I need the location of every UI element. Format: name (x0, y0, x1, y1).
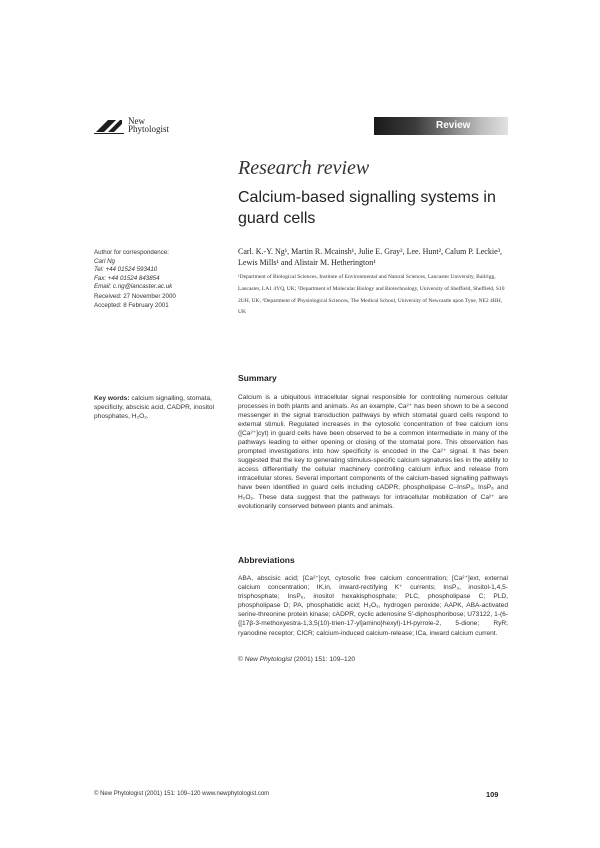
page-number: 109 (486, 790, 499, 799)
correspondence-tel: Tel: +44 01524 593410 (94, 266, 158, 274)
authors: Carl. K.-Y. Ng¹, Martin R. Mcainsh¹, Julie E. Gray², Lee. Hunt², Calum P. Leckie³, Lewis Mills¹ and Alistair M. Hetherington¹ (238, 247, 503, 268)
citation: © New Phytologist (2001) 151: 109–120 (238, 656, 356, 663)
keywords-block (94, 394, 228, 421)
correspondence-block (94, 249, 234, 292)
summary-text: Calcium is a ubiquitous intracellular signal responsible for controlling numerous cellular processes in both plants and animals. As an example, Ca²⁺ has been shown to be a second messenger in the signal transduction pathways by which stomatal guard cells respond to external stimuli. Regulated increases in the cytosolic concentration of free calcium ions ([Ca²⁺]cyt) in guard cells have been observed to be a common intermediate in many of the pathways leading to either opening or closing of the stomatal pore. This observation has prompted investigations into how specificity is encoded in the Ca²⁺ signal. It has been suggested that the key to generating stimulus-specific calcium signatures lies in the ability to access differentially the cellular machinery controlling calcium influx and release from intracellular stores. Several important components of the calcium-based signalling pathways have been identified in guard cells including cADPR, phospholipase C–InsP₃, InsP₆ and H₂O₂. These data suggest that the pathways for intracellular mobilization of Ca²⁺ are evolutionarily conserved between plants and animals. (238, 394, 508, 510)
correspondence-fax: Fax: +44 01524 843854 (94, 274, 160, 282)
keywords-text: calcium signalling, stomata, specificity, abscisic acid, CADPR, inositol phosphates, H₂O₂. (94, 395, 215, 420)
abbreviations-text: ABA, abscisic acid; [Ca²⁺]cyt, cytosolic free calcium concentration; [Ca²⁺]ext, external calcium concentration; IK,in, inward-rectifying K⁺ currents; InsP₃, inositol-1,4,5-trisphosphate; InsP₆, inositol hexakisphosphate; PLC, phospholipase C; PLD, phospholipase D; PA, phosphatidic acid; H₂O₂, hydrogen peroxide; AAPK, ABA-activated serine-threonine protein kinase; cADPR, cyclic adenosine 5′-diphosphoribose; U73122, 1-(6-{[17β-3-methoxyestra-1,3,5(10)-trien-17-yl]amino}hexyl)-1H-pyrrole-2, 5-dione; RyR; ryanodine receptor; CICR; calcium-induced calcium-release; ICa, inward calcium current. (238, 575, 508, 637)
section-title: Research review (238, 157, 370, 179)
correspondence-name: Carl Ng (94, 257, 115, 265)
summary-heading: Summary (238, 373, 277, 383)
received-date: Received: 27 November 2000 (94, 293, 176, 300)
page-footer: © New Phytologist (2001) 151: 109–120 www.newphytologist.com (94, 791, 270, 797)
affiliations: ¹Department of Biological Sciences, Institute of Environmental and Natural Sciences, Lancaster University, Bailrigg, Lancaster, LA1 4YQ, UK; ²Department of Molecular Biology and Biotechnology, University of Sheffield, Sheffield, S10 2UH, UK; ³Department of Physiological Sciences, The Medical School, University of Newcastle upon Tyne, NE2 4HH, UK (238, 274, 505, 316)
correspondence-heading: Author for correspondence: (94, 249, 169, 256)
keywords-label: Key words: (94, 395, 130, 402)
accepted-date: Accepted: 8 February 2001 (94, 301, 169, 309)
journal-logo-icon (94, 117, 124, 134)
citation-volume: (2001) 151: 109–120 (291, 656, 356, 663)
dates-block (94, 293, 176, 310)
article-title: Calcium-based signalling systems in guard cells (238, 189, 496, 227)
correspondence-email[interactable]: Email: c.ng@lancaster.ac.uk (94, 283, 173, 291)
banner-label: Review (436, 120, 471, 131)
citation-journal: New Phytologist (244, 656, 292, 663)
journal-name: New Phytologist (128, 116, 170, 134)
abbreviations-heading: Abbreviations (238, 555, 295, 565)
